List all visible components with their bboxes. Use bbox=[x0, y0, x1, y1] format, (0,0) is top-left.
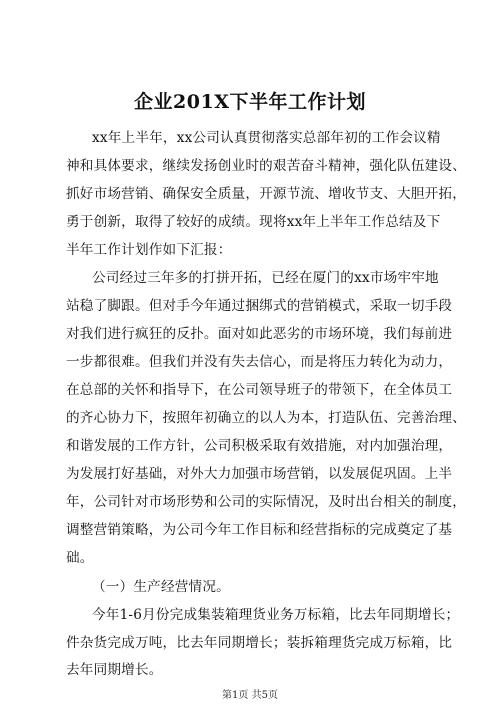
paragraph-3-line-1: 今年1-6月份完成集装箱理货业务万标箱，比去年同期增长； bbox=[92, 607, 460, 623]
paragraph-2-line-11: 础。 bbox=[66, 550, 94, 566]
paragraph-2-line-6: 的齐心协力下，按照年初确立的以人为本，打造队伍、完善治理、 bbox=[66, 410, 467, 426]
paragraph-2-line-9: 年，公司针对市场形势和公司的实际情况，及时出台相关的制度， bbox=[66, 494, 467, 510]
page-footer: 第1页 共5页 bbox=[222, 690, 278, 701]
paragraph-3-line-2: 件杂货完成万吨，比去年同期增长；装拆箱理货完成万标箱，比 bbox=[66, 635, 453, 651]
document-title: 企业201X下半年工作计划 bbox=[134, 91, 366, 113]
paragraph-1-line-3: 抓好市场营销、确保安全质量，开源节流、增收节支、大胆开拓， bbox=[66, 186, 467, 202]
paragraph-1-line-1: xx年上半年，xx公司认真贯彻落实总部年初的工作会议精 bbox=[92, 130, 441, 146]
paragraph-1-line-2: 神和具体要求，继续发扬创业时的艰苦奋斗精神，强化队伍建设、 bbox=[66, 158, 467, 174]
paragraph-1-line-4: 勇于创新，取得了较好的成绩。现将xx年上半年工作总结及下 bbox=[66, 214, 441, 230]
paragraph-2-line-4: 一步都很难。但我们并没有失去信心，而是将压力转化为动力， bbox=[66, 354, 453, 370]
section-heading: （一）生产经营情况。 bbox=[92, 579, 230, 595]
paragraph-2-line-1: 公司经过三年多的打拼开拓，已经在厦门的xx市场牢牢地 bbox=[92, 270, 439, 286]
paragraph-2-line-2: 站稳了脚跟。但对手今年通过捆绑式的营销模式，采取一切手段 bbox=[66, 298, 453, 314]
paragraph-2-line-7: 和谐发展的工作方针，公司积极采取有效措施，对内加强治理， bbox=[66, 438, 453, 454]
paragraph-1-line-5: 半年工作计划作如下汇报： bbox=[66, 242, 232, 258]
paragraph-2-line-3: 对我们进行疯狂的反扑。面对如此恶劣的市场环境，我们每前进 bbox=[66, 326, 453, 342]
paragraph-3-line-3: 去年同期增长。 bbox=[66, 662, 163, 678]
paragraph-2-line-10: 调整营销策略，为公司今年工作目标和经营指标的完成奠定了基 bbox=[66, 522, 453, 538]
paragraph-2-line-5: 在总部的关怀和指导下，在公司领导班子的带领下，在全体员工 bbox=[66, 382, 453, 398]
paragraph-2-line-8: 为发展打好基础，对外大力加强市场营销，以发展促巩固。上半 bbox=[66, 466, 453, 482]
